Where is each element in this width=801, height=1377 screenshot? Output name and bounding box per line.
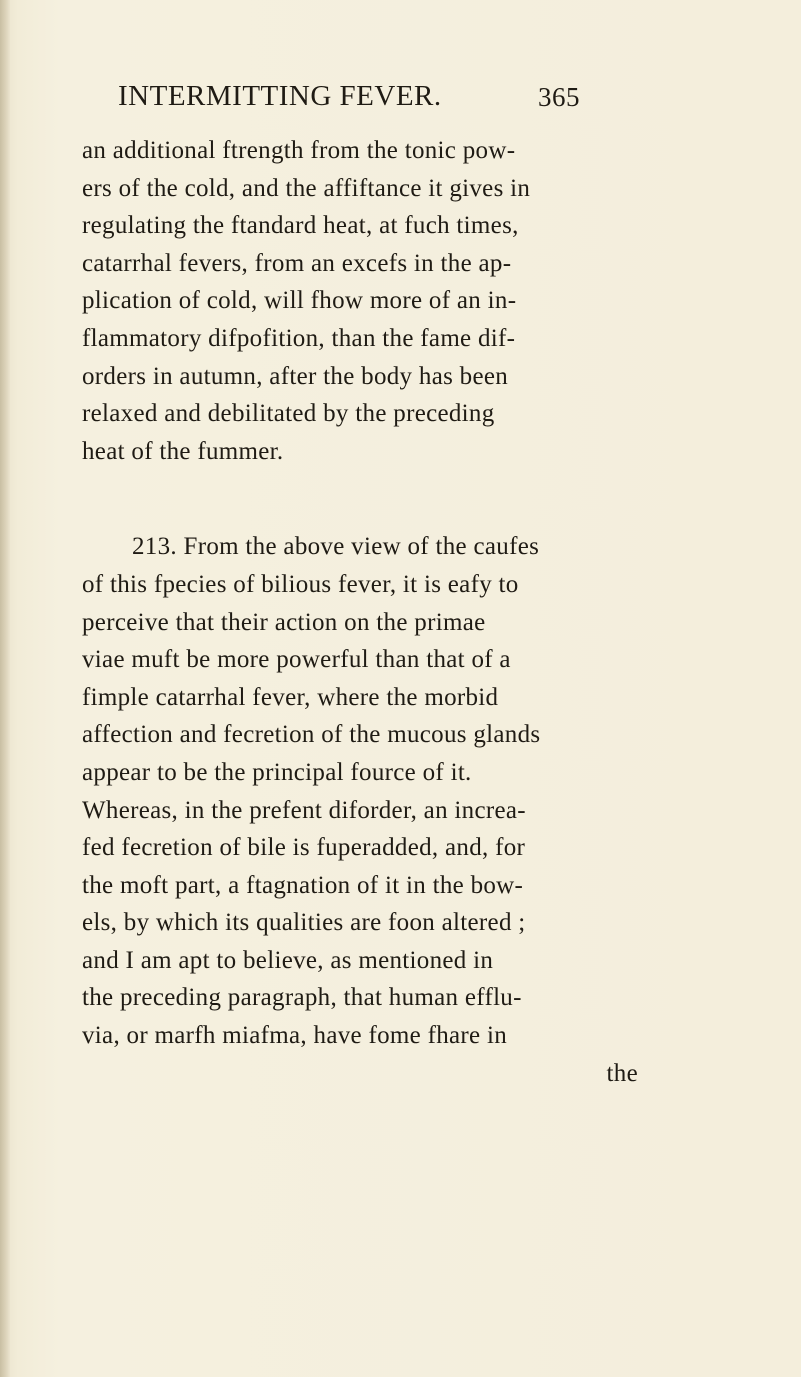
text-line: an additional ftrength from the tonic pow- (82, 137, 516, 164)
text-line: els, by which its qualities are foon altered ; (82, 909, 526, 937)
text-line: fed fecretion of bile is fuperadded, and, for (82, 834, 526, 862)
text-line: ers of the cold, and the affiftance it gives in (82, 174, 531, 202)
text-line: 213. From the above view of the caufes (132, 533, 540, 561)
text-line: Whereas, in the prefent diforder, an increa- (82, 796, 526, 824)
catchword: the (606, 1059, 638, 1087)
running-title: INTERMITTING FEVER. (118, 80, 442, 112)
body-text (82, 132, 642, 1092)
running-header (118, 80, 638, 130)
text-line: fimple catarrhal fever, where the morbid (82, 683, 499, 711)
text-line: flammatory difpofition, than the fame dif- (82, 324, 516, 352)
text-line: orders in autumn, after the body has been (82, 362, 509, 390)
text-line: plication of cold, will fhow more of an in- (82, 287, 517, 315)
text-line: relaxed and debilitated by the preceding (82, 400, 495, 428)
paragraph-213 (82, 528, 642, 1054)
page-binding-edge (0, 0, 10, 1377)
paragraph-gap (82, 470, 642, 528)
text-line: regulating the ftandard heat, at fuch times, (82, 212, 519, 240)
text-line: perceive that their action on the primae (82, 608, 486, 636)
text-line: appear to be the principal fource of it. (82, 758, 472, 786)
text-line: of this fpecies of bilious fever, it is eafy to (82, 570, 519, 598)
text-line: catarrhal fevers, from an excefs in the ap- (82, 249, 512, 277)
text-line: viae muft be more powerful than that of a (82, 646, 511, 674)
page-number: 365 (538, 82, 580, 112)
text-line: via, or marfh miafma, have fome fhare in (82, 1022, 508, 1050)
paragraph-continuation (82, 132, 642, 470)
text-line: the preceding paragraph, that human efflu- (82, 984, 522, 1012)
text-line: heat of the fummer. (82, 437, 284, 465)
text-line: affection and fecretion of the mucous glands (82, 721, 541, 749)
text-line: and I am apt to believe, as mentioned in (82, 946, 494, 974)
text-line: the moft part, a ftagnation of it in the bow- (82, 871, 524, 899)
